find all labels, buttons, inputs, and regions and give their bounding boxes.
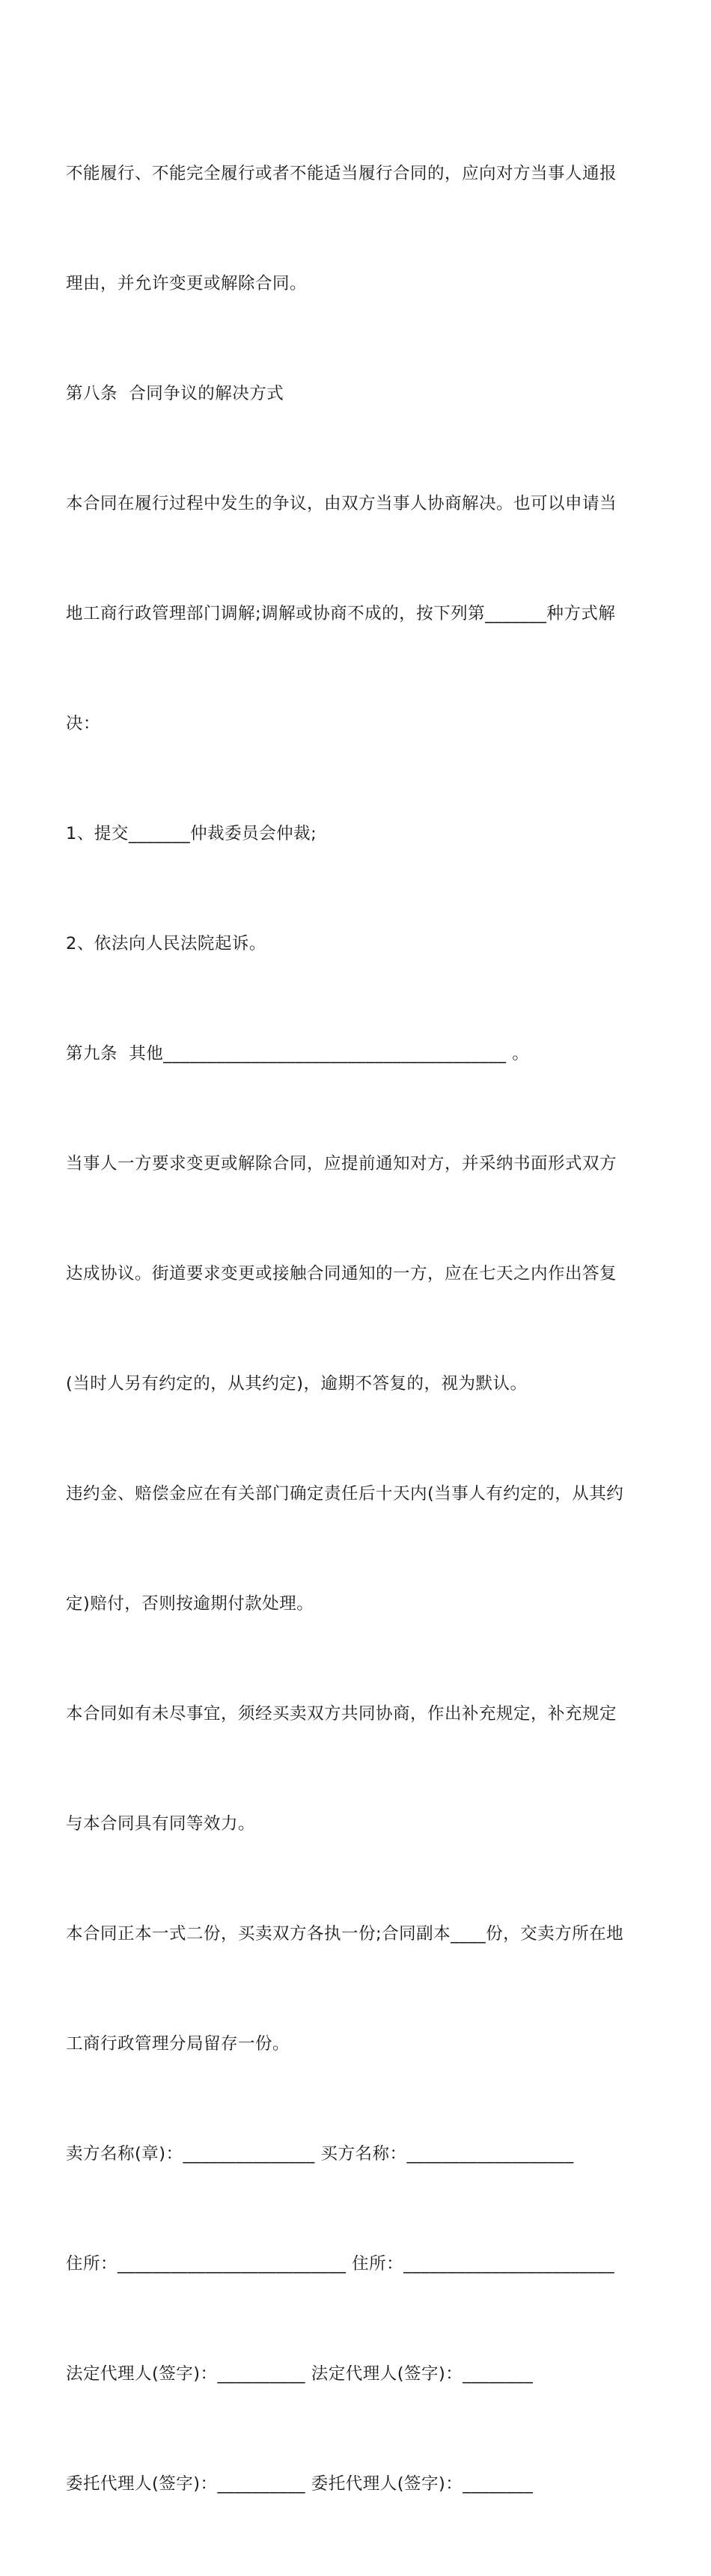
text-line: 工商行政管理分局留存一份。 <box>66 2034 290 2054</box>
text-line: 与本合同具有同等效力。 <box>66 1814 256 1834</box>
signature-line-party-names: 卖方名称(章)：_______________ 买方名称：___________________ <box>66 2144 574 2164</box>
text-line: 定)赔付，否则按逾期付款处理。 <box>66 1594 314 1614</box>
text-line: 当事人一方要求变更或解除合同，应提前通知对方，并采纳书面形式双方 <box>66 1154 617 1173</box>
article-heading: 第九条 其他_______________________________________ 。 <box>66 1044 530 1063</box>
text-line: 决： <box>66 714 101 733</box>
document-page <box>66 82 647 2576</box>
text-line: 不能履行、不能完全履行或者不能适当履行合同的，应向对方当事人通报 <box>66 164 617 183</box>
text-line: 理由，并允许变更或解除合同。 <box>66 274 308 293</box>
list-item: 2、依法向人民法院起诉。 <box>66 934 266 953</box>
text-line: 本合同在履行过程中发生的争议，由双方当事人协商解决。也可以申请当 <box>66 494 617 513</box>
text-line: 地工商行政管理部门调解;调解或协商不成的，按下列第_______种方式解 <box>66 604 616 623</box>
text-line: 本合同正本一式二份，买卖双方各执一份;合同副本____份，交卖方所在地 <box>66 1924 624 1944</box>
signature-line-agents: 委托代理人(签字)：__________ 委托代理人(签字)：________ <box>66 2474 534 2494</box>
text-line: 达成协议。街道要求变更或接触合同通知的一方，应在七天之内作出答复 <box>66 1264 617 1284</box>
article-heading: 第八条 合同争议的解决方式 <box>66 384 284 403</box>
signature-line-addresses: 住所：__________________________ 住所：________________________ <box>66 2254 615 2274</box>
text-line: 本合同如有未尽事宜，须经买卖双方共同协商，作出补充规定，补充规定 <box>66 1704 617 1724</box>
text-line: 违约金、赔偿金应在有关部门确定责任后十天内(当事人有约定的，从其约 <box>66 1484 624 1504</box>
text-line: (当时人另有约定的，从其约定)，逾期不答复的，视为默认。 <box>66 1374 528 1394</box>
signature-line-legal-reps: 法定代理人(签字)：__________ 法定代理人(签字)：________ <box>66 2364 534 2384</box>
document-body <box>66 82 647 2576</box>
list-item: 1、提交_______仲裁委员会仲裁; <box>66 824 317 843</box>
